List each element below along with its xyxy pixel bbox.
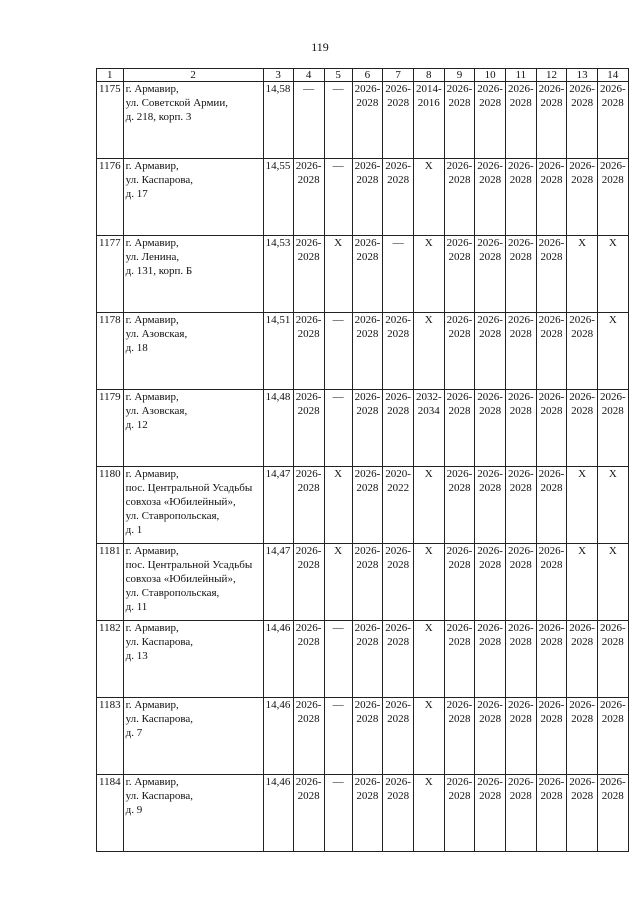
period-cell: 2026- 2028 <box>293 236 324 313</box>
row-number: 1183 <box>97 698 124 775</box>
period-cell: Х <box>324 467 352 544</box>
row-number: 1179 <box>97 390 124 467</box>
column-header: 11 <box>505 69 536 82</box>
period-cell: 2026- 2028 <box>475 698 506 775</box>
column-header: 13 <box>567 69 598 82</box>
table-row <box>97 236 629 313</box>
column-header: 6 <box>352 69 383 82</box>
period-cell: 2026- 2028 <box>597 159 628 236</box>
period-cell: 2026- 2028 <box>383 698 414 775</box>
period-cell: 2026- 2028 <box>475 313 506 390</box>
period-cell: 2026- 2028 <box>536 313 567 390</box>
address-cell: г. Армавир, ул. Азовская, д. 12 <box>123 390 263 467</box>
row-number: 1182 <box>97 621 124 698</box>
address-cell: г. Армавир, ул. Каспарова, д. 17 <box>123 159 263 236</box>
period-cell: — <box>383 236 414 313</box>
period-cell: 2026- 2028 <box>293 159 324 236</box>
period-cell: 2026- 2028 <box>536 390 567 467</box>
period-cell: 2026- 2028 <box>505 313 536 390</box>
period-cell: 2026- 2028 <box>444 236 475 313</box>
column-number-row <box>97 69 629 82</box>
period-cell: 2026- 2028 <box>505 390 536 467</box>
period-cell: Х <box>413 313 444 390</box>
page-number: 119 <box>311 40 329 54</box>
column-header: 8 <box>413 69 444 82</box>
table-row <box>97 775 629 852</box>
period-cell: 2026- 2028 <box>352 159 383 236</box>
period-cell: 2026- 2028 <box>352 236 383 313</box>
period-cell: 2026- 2028 <box>475 236 506 313</box>
period-cell: Х <box>597 313 628 390</box>
column-header: 2 <box>123 69 263 82</box>
period-cell: 2026- 2028 <box>352 775 383 852</box>
period-cell: 2026- 2028 <box>475 390 506 467</box>
value-cell: 14,48 <box>263 390 293 467</box>
period-cell: 2026- 2028 <box>505 467 536 544</box>
period-cell: 2026- 2028 <box>505 82 536 159</box>
column-header: 14 <box>597 69 628 82</box>
period-cell: 2026- 2028 <box>597 390 628 467</box>
value-cell: 14,58 <box>263 82 293 159</box>
period-cell: 2026- 2028 <box>352 313 383 390</box>
period-cell: 2026- 2028 <box>383 621 414 698</box>
row-number: 1184 <box>97 775 124 852</box>
period-cell: 2026- 2028 <box>505 621 536 698</box>
period-cell: 2026- 2028 <box>444 390 475 467</box>
repair-schedule-table <box>96 68 629 852</box>
period-cell: 2026- 2028 <box>383 775 414 852</box>
period-cell: 2026- 2028 <box>444 698 475 775</box>
period-cell: 2026- 2028 <box>352 467 383 544</box>
period-cell: 2026- 2028 <box>505 159 536 236</box>
period-cell: Х <box>597 467 628 544</box>
period-cell: 2026- 2028 <box>293 698 324 775</box>
period-cell: 2026- 2028 <box>567 775 598 852</box>
period-cell: 2026- 2028 <box>597 82 628 159</box>
period-cell: 2026- 2028 <box>536 544 567 621</box>
period-cell: Х <box>413 544 444 621</box>
period-cell: 2026- 2028 <box>536 236 567 313</box>
table-row <box>97 698 629 775</box>
period-cell: — <box>324 775 352 852</box>
period-cell: — <box>324 159 352 236</box>
period-cell: 2026- 2028 <box>352 621 383 698</box>
period-cell: Х <box>567 236 598 313</box>
value-cell: 14,46 <box>263 621 293 698</box>
period-cell: 2026- 2028 <box>293 313 324 390</box>
period-cell: Х <box>597 544 628 621</box>
period-cell: 2026- 2028 <box>352 544 383 621</box>
column-header: 4 <box>293 69 324 82</box>
period-cell: 2032- 2034 <box>413 390 444 467</box>
period-cell: 2026- 2028 <box>444 544 475 621</box>
period-cell: 2026- 2028 <box>475 82 506 159</box>
address-cell: г. Армавир, пос. Центральной Усадьбы совхоза «Юбилейный», ул. Ставропольская, д. 11 <box>123 544 263 621</box>
column-header: 9 <box>444 69 475 82</box>
period-cell: 2026- 2028 <box>383 82 414 159</box>
column-header: 5 <box>324 69 352 82</box>
period-cell: 2026- 2028 <box>293 390 324 467</box>
address-cell: г. Армавир, ул. Советской Армии, д. 218, корп. 3 <box>123 82 263 159</box>
period-cell: 2026- 2028 <box>383 544 414 621</box>
period-cell: Х <box>413 775 444 852</box>
table-row <box>97 467 629 544</box>
table-row <box>97 313 629 390</box>
column-header: 7 <box>383 69 414 82</box>
period-cell: — <box>324 390 352 467</box>
row-number: 1178 <box>97 313 124 390</box>
period-cell: 2026- 2028 <box>567 159 598 236</box>
period-cell: 2026- 2028 <box>536 467 567 544</box>
period-cell: Х <box>413 621 444 698</box>
period-cell: 2026- 2028 <box>444 621 475 698</box>
period-cell: Х <box>567 544 598 621</box>
row-number: 1177 <box>97 236 124 313</box>
period-cell: 2026- 2028 <box>383 390 414 467</box>
value-cell: 14,46 <box>263 775 293 852</box>
period-cell: — <box>324 82 352 159</box>
period-cell: — <box>324 313 352 390</box>
row-number: 1181 <box>97 544 124 621</box>
period-cell: 2026- 2028 <box>567 313 598 390</box>
period-cell: Х <box>413 698 444 775</box>
address-cell: г. Армавир, ул. Каспарова, д. 13 <box>123 621 263 698</box>
row-number: 1180 <box>97 467 124 544</box>
period-cell: 2020- 2022 <box>383 467 414 544</box>
table-row <box>97 544 629 621</box>
row-number: 1175 <box>97 82 124 159</box>
period-cell: 2026- 2028 <box>475 621 506 698</box>
period-cell: 2026- 2028 <box>475 159 506 236</box>
period-cell: 2026- 2028 <box>536 621 567 698</box>
period-cell: 2026- 2028 <box>352 390 383 467</box>
period-cell: 2026- 2028 <box>352 698 383 775</box>
period-cell: 2026- 2028 <box>352 82 383 159</box>
period-cell: 2026- 2028 <box>475 544 506 621</box>
period-cell: 2026- 2028 <box>444 82 475 159</box>
period-cell: 2026- 2028 <box>536 698 567 775</box>
value-cell: 14,47 <box>263 467 293 544</box>
value-cell: 14,53 <box>263 236 293 313</box>
value-cell: 14,46 <box>263 698 293 775</box>
period-cell: 2026- 2028 <box>475 467 506 544</box>
period-cell: 2026- 2028 <box>293 775 324 852</box>
table-row <box>97 390 629 467</box>
period-cell: Х <box>413 467 444 544</box>
column-header: 12 <box>536 69 567 82</box>
period-cell: 2026- 2028 <box>567 621 598 698</box>
period-cell: 2026- 2028 <box>505 544 536 621</box>
period-cell: 2026- 2028 <box>383 159 414 236</box>
address-cell: г. Армавир, ул. Азовская, д. 18 <box>123 313 263 390</box>
period-cell: 2026- 2028 <box>597 698 628 775</box>
period-cell: Х <box>324 544 352 621</box>
period-cell: 2026- 2028 <box>505 236 536 313</box>
period-cell: — <box>293 82 324 159</box>
address-cell: г. Армавир, ул. Ленина, д. 131, корп. Б <box>123 236 263 313</box>
period-cell: 2026- 2028 <box>293 467 324 544</box>
address-cell: г. Армавир, ул. Каспарова, д. 9 <box>123 775 263 852</box>
period-cell: Х <box>567 467 598 544</box>
period-cell: Х <box>597 236 628 313</box>
table-row <box>97 621 629 698</box>
period-cell: 2026- 2028 <box>536 775 567 852</box>
period-cell: — <box>324 621 352 698</box>
period-cell: 2026- 2028 <box>505 698 536 775</box>
period-cell: 2026- 2028 <box>597 775 628 852</box>
period-cell: 2026- 2028 <box>536 159 567 236</box>
address-cell: г. Армавир, ул. Каспарова, д. 7 <box>123 698 263 775</box>
period-cell: 2026- 2028 <box>567 390 598 467</box>
period-cell: 2026- 2028 <box>505 775 536 852</box>
period-cell: 2026- 2028 <box>475 775 506 852</box>
period-cell: Х <box>413 236 444 313</box>
period-cell: Х <box>413 159 444 236</box>
period-cell: 2026- 2028 <box>444 313 475 390</box>
period-cell: 2026- 2028 <box>444 467 475 544</box>
period-cell: 2026- 2028 <box>444 159 475 236</box>
column-header: 10 <box>475 69 506 82</box>
period-cell: 2026- 2028 <box>567 82 598 159</box>
period-cell: 2026- 2028 <box>567 698 598 775</box>
table-row <box>97 159 629 236</box>
column-header: 1 <box>97 69 124 82</box>
period-cell: 2026- 2028 <box>293 544 324 621</box>
address-cell: г. Армавир, пос. Центральной Усадьбы совхоза «Юбилейный», ул. Ставропольская, д. 1 <box>123 467 263 544</box>
period-cell: 2026- 2028 <box>536 82 567 159</box>
period-cell: 2014- 2016 <box>413 82 444 159</box>
period-cell: 2026- 2028 <box>383 313 414 390</box>
column-header: 3 <box>263 69 293 82</box>
value-cell: 14,47 <box>263 544 293 621</box>
value-cell: 14,51 <box>263 313 293 390</box>
period-cell: — <box>324 698 352 775</box>
period-cell: Х <box>324 236 352 313</box>
row-number: 1176 <box>97 159 124 236</box>
value-cell: 14,55 <box>263 159 293 236</box>
table-row <box>97 82 629 159</box>
period-cell: 2026- 2028 <box>597 621 628 698</box>
period-cell: 2026- 2028 <box>444 775 475 852</box>
period-cell: 2026- 2028 <box>293 621 324 698</box>
